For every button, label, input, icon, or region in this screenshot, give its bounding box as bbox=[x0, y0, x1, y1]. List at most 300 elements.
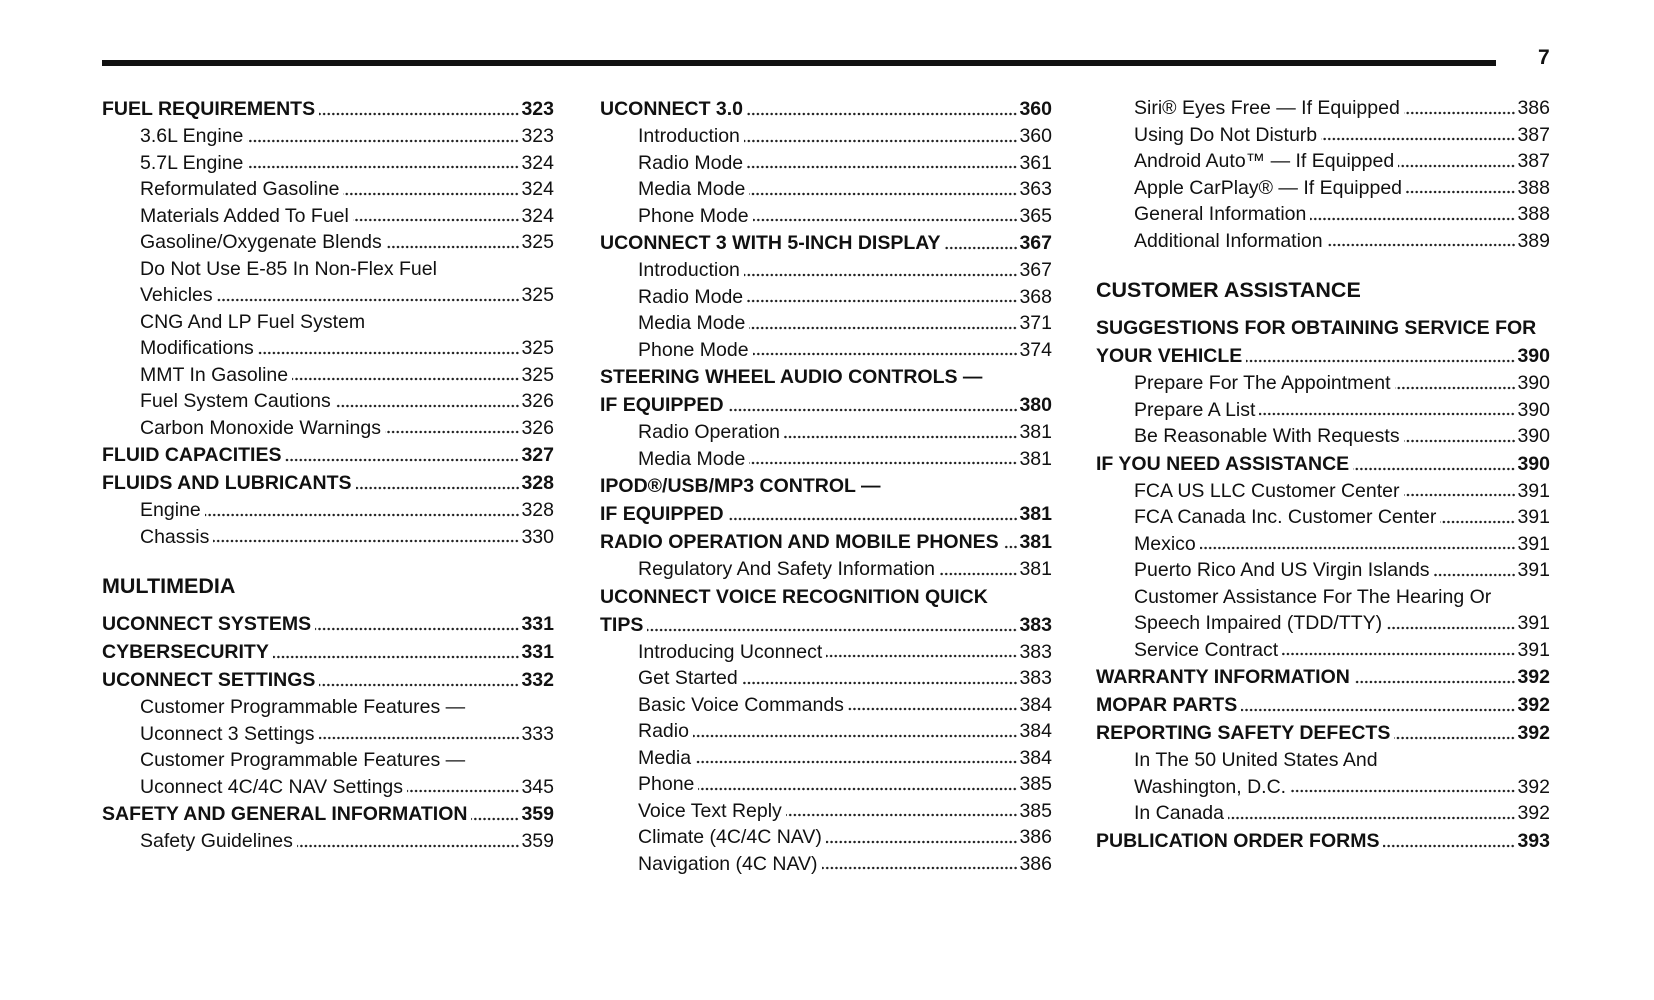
toc-entry[interactable] bbox=[600, 150, 1052, 177]
dot-leader bbox=[753, 217, 1018, 223]
toc-entry-title: IF EQUIPPED bbox=[600, 503, 724, 525]
toc-entry-line bbox=[600, 95, 1052, 123]
dot-leader bbox=[747, 111, 1017, 117]
toc-entry-title: Phone Mode bbox=[638, 338, 749, 361]
toc-entry[interactable] bbox=[1096, 827, 1550, 855]
toc-entry[interactable] bbox=[1096, 122, 1550, 149]
toc-entry-line bbox=[1096, 450, 1550, 478]
toc-page-number: 393 bbox=[1517, 829, 1550, 852]
toc-page-number: 367 bbox=[1019, 232, 1052, 254]
toc-entry[interactable] bbox=[102, 309, 554, 362]
toc-entry-line bbox=[102, 638, 554, 666]
toc-entry[interactable] bbox=[1096, 201, 1550, 228]
toc-entry-title: Customer Programmable Features — bbox=[140, 696, 466, 718]
toc-page-number: 359 bbox=[521, 830, 554, 852]
dot-leader bbox=[742, 680, 1018, 686]
toc-entry-line-wrap bbox=[102, 747, 554, 774]
toc-entry-title: MOPAR PARTS bbox=[1096, 694, 1238, 716]
toc-entry-title: Service Contract bbox=[1134, 638, 1279, 661]
toc-entry[interactable] bbox=[1096, 691, 1550, 719]
toc-entry-line bbox=[600, 500, 1052, 528]
toc-entry-line bbox=[1096, 663, 1550, 691]
dot-leader bbox=[407, 788, 519, 794]
toc-entry[interactable] bbox=[1096, 557, 1550, 584]
toc-entry-title: FLUID CAPACITIES bbox=[102, 444, 282, 466]
toc-page-number: 325 bbox=[521, 231, 554, 253]
toc-entry-title: Phone Mode bbox=[638, 204, 749, 227]
toc-entry-line bbox=[102, 800, 554, 828]
toc-entry-title: Basic Voice Commands bbox=[638, 693, 844, 716]
dot-leader bbox=[258, 350, 520, 356]
toc-entry-title: Media bbox=[638, 746, 692, 769]
toc-entry[interactable] bbox=[102, 747, 554, 800]
toc-entry-line bbox=[600, 611, 1052, 639]
toc-entry-line bbox=[102, 415, 554, 442]
toc-entry-title: Customer Programmable Features — bbox=[140, 749, 466, 771]
toc-entry[interactable] bbox=[600, 798, 1052, 825]
toc-page-number: 386 bbox=[1019, 826, 1052, 848]
toc-entry[interactable] bbox=[600, 337, 1052, 364]
dot-leader bbox=[217, 297, 520, 303]
toc-page-number: 325 bbox=[521, 363, 554, 386]
toc-page-number: 392 bbox=[1517, 775, 1550, 798]
toc-entry-line bbox=[1096, 691, 1550, 719]
toc-entry-line bbox=[102, 282, 554, 309]
dot-leader bbox=[698, 786, 1017, 792]
toc-entry-title: WARRANTY INFORMATION bbox=[1096, 666, 1350, 688]
header-rule bbox=[102, 60, 1496, 66]
toc-entry-line bbox=[600, 391, 1052, 419]
toc-entry-title: Radio Mode bbox=[638, 151, 744, 174]
toc-column-3 bbox=[1096, 95, 1550, 855]
toc-entry[interactable] bbox=[600, 95, 1052, 123]
toc-entry[interactable] bbox=[600, 665, 1052, 692]
toc-entry-line bbox=[102, 497, 554, 524]
dot-leader bbox=[273, 654, 520, 660]
toc-page-number: 381 bbox=[1019, 421, 1052, 443]
dot-leader bbox=[747, 164, 1017, 170]
toc-entry-line-wrap bbox=[102, 694, 554, 721]
toc-entry[interactable] bbox=[600, 528, 1052, 556]
dot-leader bbox=[297, 843, 520, 849]
toc-entry[interactable] bbox=[102, 800, 554, 828]
toc-entry[interactable] bbox=[600, 718, 1052, 745]
toc-entry[interactable] bbox=[1096, 175, 1550, 202]
dot-leader bbox=[822, 865, 1018, 871]
toc-page-number: 328 bbox=[521, 499, 554, 521]
toc-entry[interactable] bbox=[600, 229, 1052, 257]
toc-entry-title: Navigation (4C NAV) bbox=[638, 852, 818, 875]
toc-page-number: 391 bbox=[1517, 506, 1550, 528]
dot-leader bbox=[1386, 625, 1515, 631]
toc-entry-title: Puerto Rico And US Virgin Islands bbox=[1134, 559, 1430, 581]
toc-entry[interactable] bbox=[1096, 531, 1550, 558]
toc-entry-title: FLUIDS AND LUBRICANTS bbox=[102, 472, 352, 494]
toc-entry-line bbox=[1096, 637, 1550, 664]
toc-page-number: 387 bbox=[1517, 150, 1550, 172]
toc-page-number: 387 bbox=[1517, 123, 1550, 146]
toc-page-number: 327 bbox=[521, 444, 554, 466]
toc-entry[interactable] bbox=[600, 639, 1052, 666]
dot-leader bbox=[247, 164, 519, 170]
toc-entry[interactable] bbox=[1096, 637, 1550, 664]
toc-entry-title: IF YOU NEED ASSISTANCE bbox=[1096, 452, 1350, 475]
dot-leader bbox=[647, 627, 1017, 633]
dot-leader bbox=[205, 512, 520, 518]
dot-leader bbox=[1383, 843, 1515, 849]
toc-entry-title: Washington, D.C. bbox=[1134, 775, 1287, 798]
toc-entry-title: REPORTING SAFETY DEFECTS bbox=[1096, 722, 1391, 744]
toc-entry-title: Android Auto™ — If Equipped bbox=[1134, 150, 1395, 172]
toc-entry-title: CNG And LP Fuel System bbox=[140, 310, 366, 333]
toc-entry[interactable] bbox=[1096, 800, 1550, 827]
toc-entry-title: General Information bbox=[1134, 203, 1307, 225]
toc-page-number: 324 bbox=[521, 204, 554, 227]
toc-entry-title: Radio Mode bbox=[638, 285, 744, 308]
toc-entry-title: Chassis bbox=[140, 525, 210, 548]
toc-entry[interactable] bbox=[1096, 584, 1550, 637]
toc-entry-line bbox=[600, 771, 1052, 798]
toc-entry-line bbox=[102, 774, 554, 801]
dot-leader bbox=[213, 538, 519, 544]
section-heading: CUSTOMER ASSISTANCE bbox=[1096, 278, 1361, 302]
toc-entry-title: STEERING WHEEL AUDIO CONTROLS — bbox=[600, 366, 983, 388]
toc-entry-title: Do Not Use E-85 In Non-Flex Fuel bbox=[140, 257, 437, 280]
toc-entry[interactable] bbox=[1096, 478, 1550, 505]
toc-entry[interactable] bbox=[102, 415, 554, 442]
toc-entry-line bbox=[102, 610, 554, 638]
dot-leader bbox=[1310, 216, 1515, 222]
toc-entry-line bbox=[600, 176, 1052, 203]
toc-entry[interactable] bbox=[102, 388, 554, 415]
toc-page-number: 391 bbox=[1517, 638, 1550, 661]
toc-page-number: 389 bbox=[1517, 229, 1550, 252]
toc-page-number: 381 bbox=[1019, 447, 1052, 470]
toc-entry[interactable] bbox=[1096, 148, 1550, 175]
toc-entry-line bbox=[600, 692, 1052, 719]
toc-entry-title: Phone bbox=[638, 773, 695, 795]
toc-entry[interactable] bbox=[102, 441, 554, 469]
toc-entry-title: Media Mode bbox=[638, 447, 746, 470]
toc-entry-line-wrap bbox=[600, 472, 1052, 500]
toc-entry[interactable] bbox=[1096, 314, 1550, 370]
toc-entry-line bbox=[600, 229, 1052, 257]
toc-entry-title: UCONNECT 3 WITH 5-INCH DISPLAY bbox=[600, 232, 941, 254]
toc-entry[interactable] bbox=[600, 745, 1052, 772]
dot-leader bbox=[945, 245, 1018, 251]
toc-entry-title: FCA Canada Inc. Customer Center bbox=[1134, 506, 1437, 528]
toc-entry-line bbox=[102, 95, 554, 123]
toc-page-number: 391 bbox=[1517, 612, 1550, 634]
dot-leader bbox=[744, 138, 1018, 144]
toc-entry[interactable] bbox=[1096, 397, 1550, 424]
toc-entry-title: Vehicles bbox=[140, 284, 213, 306]
toc-entry-title: Introducing Uconnect bbox=[638, 640, 823, 663]
toc-entry-title: Apple CarPlay® — If Equipped bbox=[1134, 176, 1403, 199]
toc-entry[interactable] bbox=[600, 583, 1052, 639]
toc-entry[interactable] bbox=[600, 203, 1052, 230]
toc-entry-line bbox=[600, 337, 1052, 364]
toc-entry-title: Siri® Eyes Free — If Equipped bbox=[1134, 97, 1400, 119]
toc-entry-title: UCONNECT SYSTEMS bbox=[102, 613, 312, 635]
toc-page-number: 380 bbox=[1019, 394, 1052, 416]
toc-entry-title: Uconnect 3 Settings bbox=[140, 722, 315, 745]
toc-entry-title: Safety Guidelines bbox=[140, 830, 293, 852]
toc-entry-line bbox=[600, 851, 1052, 878]
toc-entry[interactable] bbox=[102, 256, 554, 309]
toc-entry-line bbox=[102, 721, 554, 748]
toc-page-number: 371 bbox=[1019, 312, 1052, 334]
toc-entry[interactable] bbox=[600, 257, 1052, 284]
dot-leader bbox=[826, 839, 1018, 845]
toc-entry-title: Prepare A List bbox=[1134, 398, 1256, 421]
toc-entry[interactable] bbox=[600, 771, 1052, 798]
toc-entry-line bbox=[600, 419, 1052, 446]
toc-page-number: 324 bbox=[521, 151, 554, 174]
toc-entry-title: Gasoline/Oxygenate Blends bbox=[140, 231, 382, 253]
dot-leader bbox=[1290, 788, 1515, 794]
toc-entry-line-wrap bbox=[1096, 314, 1550, 342]
toc-entry-line bbox=[600, 718, 1052, 745]
dot-leader bbox=[1241, 707, 1515, 713]
toc-page-number: 392 bbox=[1517, 802, 1550, 824]
toc-entry[interactable] bbox=[600, 176, 1052, 203]
toc-entry-title: Using Do Not Disturb bbox=[1134, 123, 1318, 146]
dot-leader bbox=[784, 434, 1017, 440]
toc-entry-title: 5.7L Engine bbox=[140, 151, 244, 174]
toc-entry[interactable] bbox=[600, 692, 1052, 719]
toc-entry-line bbox=[600, 556, 1052, 583]
dot-leader bbox=[1404, 438, 1516, 444]
toc-page-number: 383 bbox=[1019, 667, 1052, 689]
dot-leader bbox=[353, 217, 520, 223]
toc-entry-line bbox=[1096, 397, 1550, 424]
toc-entry-line bbox=[102, 176, 554, 203]
toc-entry-title: Get Started bbox=[638, 667, 738, 689]
toc-entry[interactable] bbox=[1096, 228, 1550, 255]
toc-entry-title: Mexico bbox=[1134, 532, 1196, 555]
toc-page-number: 325 bbox=[521, 284, 554, 306]
toc-entry[interactable] bbox=[1096, 663, 1550, 691]
dot-leader bbox=[939, 571, 1017, 577]
toc-page-number: 384 bbox=[1019, 746, 1052, 769]
toc-page-number: 361 bbox=[1019, 151, 1052, 174]
toc-page-number: 323 bbox=[521, 98, 554, 120]
dot-leader bbox=[749, 191, 1017, 197]
toc-entry[interactable] bbox=[102, 828, 554, 855]
toc-page-number: 360 bbox=[1019, 98, 1052, 120]
toc-entry-line bbox=[1096, 557, 1550, 584]
toc-entry[interactable] bbox=[600, 556, 1052, 583]
toc-entry[interactable] bbox=[600, 472, 1052, 528]
toc-entry-title: MMT In Gasoline bbox=[140, 363, 289, 386]
toc-entry[interactable] bbox=[1096, 423, 1550, 450]
toc-page-number: 325 bbox=[521, 337, 554, 359]
toc-entry[interactable] bbox=[600, 419, 1052, 446]
toc-page-number: 359 bbox=[521, 803, 554, 825]
toc-entry-line bbox=[600, 665, 1052, 692]
toc-entry[interactable] bbox=[1096, 450, 1550, 478]
toc-entry-line bbox=[102, 335, 554, 362]
toc-entry-line bbox=[102, 229, 554, 256]
toc-entry[interactable] bbox=[600, 123, 1052, 150]
toc-entry-title: IF EQUIPPED bbox=[600, 394, 724, 416]
toc-entry-line bbox=[600, 639, 1052, 666]
toc-entry-title: 3.6L Engine bbox=[140, 125, 244, 147]
toc-entry[interactable] bbox=[102, 524, 554, 551]
toc-entry[interactable] bbox=[1096, 504, 1550, 531]
toc-entry-title: Customer Assistance For The Hearing Or bbox=[1134, 585, 1492, 608]
page-number: 7 bbox=[1538, 46, 1550, 69]
toc-entry-line bbox=[600, 446, 1052, 473]
toc-entry-line bbox=[1096, 719, 1550, 747]
toc-entry-line-wrap bbox=[1096, 747, 1550, 774]
toc-entry[interactable] bbox=[102, 176, 554, 203]
toc-entry-title: Fuel System Cautions bbox=[140, 390, 331, 412]
toc-entry[interactable] bbox=[600, 310, 1052, 337]
toc-page-number: 331 bbox=[521, 641, 554, 663]
dot-leader bbox=[1246, 358, 1515, 364]
toc-entry-line bbox=[102, 666, 554, 694]
toc-entry[interactable] bbox=[102, 203, 554, 230]
toc-entry-line bbox=[1096, 800, 1550, 827]
toc-entry-title: YOUR VEHICLE bbox=[1096, 345, 1243, 367]
toc-entry[interactable] bbox=[102, 666, 554, 694]
toc-entry-line bbox=[1096, 228, 1550, 255]
dot-leader bbox=[385, 429, 519, 435]
toc-page-number: 332 bbox=[521, 669, 554, 691]
toc-entry[interactable] bbox=[102, 610, 554, 638]
toc-page-number: 365 bbox=[1019, 204, 1052, 227]
toc-page-number: 392 bbox=[1517, 666, 1550, 688]
toc-entry-line bbox=[1096, 370, 1550, 397]
toc-entry-line bbox=[600, 257, 1052, 284]
toc-entry-title: Materials Added To Fuel bbox=[140, 204, 349, 227]
toc-entry[interactable] bbox=[102, 638, 554, 666]
toc-entry-title: Radio bbox=[638, 720, 689, 742]
toc-entry-title: Media Mode bbox=[638, 312, 746, 334]
toc-entry-line bbox=[600, 745, 1052, 772]
dot-leader bbox=[319, 111, 519, 117]
toc-entry-line bbox=[1096, 504, 1550, 531]
toc-entry[interactable] bbox=[102, 469, 554, 497]
toc-page-number: 388 bbox=[1517, 203, 1550, 225]
toc-entry-title: UCONNECT VOICE RECOGNITION QUICK bbox=[600, 585, 988, 608]
toc-entry-line bbox=[1096, 95, 1550, 122]
toc-entry[interactable] bbox=[102, 497, 554, 524]
toc-entry-line bbox=[600, 310, 1052, 337]
toc-entry[interactable] bbox=[600, 851, 1052, 878]
toc-page-number: 384 bbox=[1019, 693, 1052, 716]
toc-page-number: 323 bbox=[521, 125, 554, 147]
dot-leader bbox=[1321, 136, 1515, 142]
toc-entry-title: Additional Information bbox=[1134, 229, 1323, 252]
dot-leader bbox=[292, 376, 519, 382]
toc-entry-line-wrap bbox=[600, 363, 1052, 391]
dot-leader bbox=[315, 626, 519, 632]
section-heading: MULTIMEDIA bbox=[102, 574, 236, 598]
toc-entry[interactable] bbox=[102, 362, 554, 389]
dot-leader bbox=[786, 812, 1018, 818]
toc-page-number: 331 bbox=[521, 613, 554, 635]
toc-page-number: 330 bbox=[521, 525, 554, 548]
dot-leader bbox=[695, 759, 1017, 765]
toc-entry-title: Engine bbox=[140, 499, 201, 521]
toc-entry-title: Climate (4C/4C NAV) bbox=[638, 826, 822, 848]
toc-page-number: 390 bbox=[1517, 398, 1550, 421]
toc-entry-line bbox=[600, 824, 1052, 851]
toc-page-number: 326 bbox=[521, 390, 554, 412]
dot-leader bbox=[728, 407, 1018, 413]
toc-entry[interactable] bbox=[102, 150, 554, 177]
toc-entry[interactable] bbox=[600, 363, 1052, 419]
dot-leader bbox=[285, 457, 519, 463]
dot-leader bbox=[728, 516, 1018, 522]
toc-page-number: 374 bbox=[1019, 338, 1052, 361]
dot-leader bbox=[319, 682, 519, 688]
dot-leader bbox=[356, 485, 520, 491]
toc-page-number: 381 bbox=[1019, 558, 1052, 580]
toc-entry-line-wrap bbox=[1096, 584, 1550, 611]
toc-page-number: 391 bbox=[1517, 479, 1550, 502]
toc-entry-title: In Canada bbox=[1134, 802, 1224, 824]
dot-leader bbox=[753, 351, 1018, 357]
toc-entry-title: Reformulated Gasoline bbox=[140, 178, 340, 200]
toc-entry-line-wrap bbox=[600, 583, 1052, 611]
toc-entry-line bbox=[102, 362, 554, 389]
toc-entry[interactable] bbox=[102, 229, 554, 256]
toc-entry-title: In The 50 United States And bbox=[1134, 749, 1378, 771]
toc-entry-line bbox=[600, 203, 1052, 230]
dot-leader bbox=[1440, 519, 1515, 525]
dot-leader bbox=[1327, 242, 1516, 248]
toc-page-number: 326 bbox=[521, 416, 554, 439]
toc-entry-title: Carbon Monoxide Warnings bbox=[140, 416, 381, 439]
toc-entry[interactable] bbox=[102, 694, 554, 747]
toc-entry[interactable] bbox=[1096, 95, 1550, 122]
toc-entry-line-wrap bbox=[102, 256, 554, 283]
toc-entry-line bbox=[1096, 122, 1550, 149]
toc-page-number: 386 bbox=[1517, 97, 1550, 119]
dot-leader bbox=[1200, 545, 1516, 551]
toc-entry[interactable] bbox=[1096, 747, 1550, 800]
toc-entry[interactable] bbox=[1096, 370, 1550, 397]
dot-leader bbox=[247, 138, 519, 144]
toc-entry[interactable] bbox=[600, 284, 1052, 311]
toc-entry[interactable] bbox=[102, 123, 554, 150]
toc-page-number: 385 bbox=[1019, 773, 1052, 795]
toc-entry-line bbox=[102, 469, 554, 497]
toc-entry[interactable] bbox=[1096, 719, 1550, 747]
toc-entry-line bbox=[1096, 175, 1550, 202]
toc-entry-title: Media Mode bbox=[638, 178, 746, 200]
toc-entry-title: FCA US LLC Customer Center bbox=[1134, 479, 1400, 502]
dot-leader bbox=[1404, 492, 1516, 498]
toc-entry-line bbox=[102, 828, 554, 855]
toc-page-number: 391 bbox=[1517, 532, 1550, 555]
toc-entry-title: RADIO OPERATION AND MOBILE PHONES bbox=[600, 531, 999, 553]
toc-page-number: 381 bbox=[1019, 503, 1052, 525]
toc-entry[interactable] bbox=[600, 446, 1052, 473]
dot-leader bbox=[747, 298, 1017, 304]
toc-page-number: 383 bbox=[1019, 613, 1052, 636]
toc-entry[interactable] bbox=[600, 824, 1052, 851]
toc-entry-line-wrap bbox=[102, 309, 554, 336]
toc-entry[interactable] bbox=[102, 95, 554, 123]
dot-leader bbox=[749, 460, 1017, 466]
toc-entry-title: Uconnect 4C/4C NAV Settings bbox=[140, 775, 404, 798]
toc-page-number: 383 bbox=[1019, 640, 1052, 663]
